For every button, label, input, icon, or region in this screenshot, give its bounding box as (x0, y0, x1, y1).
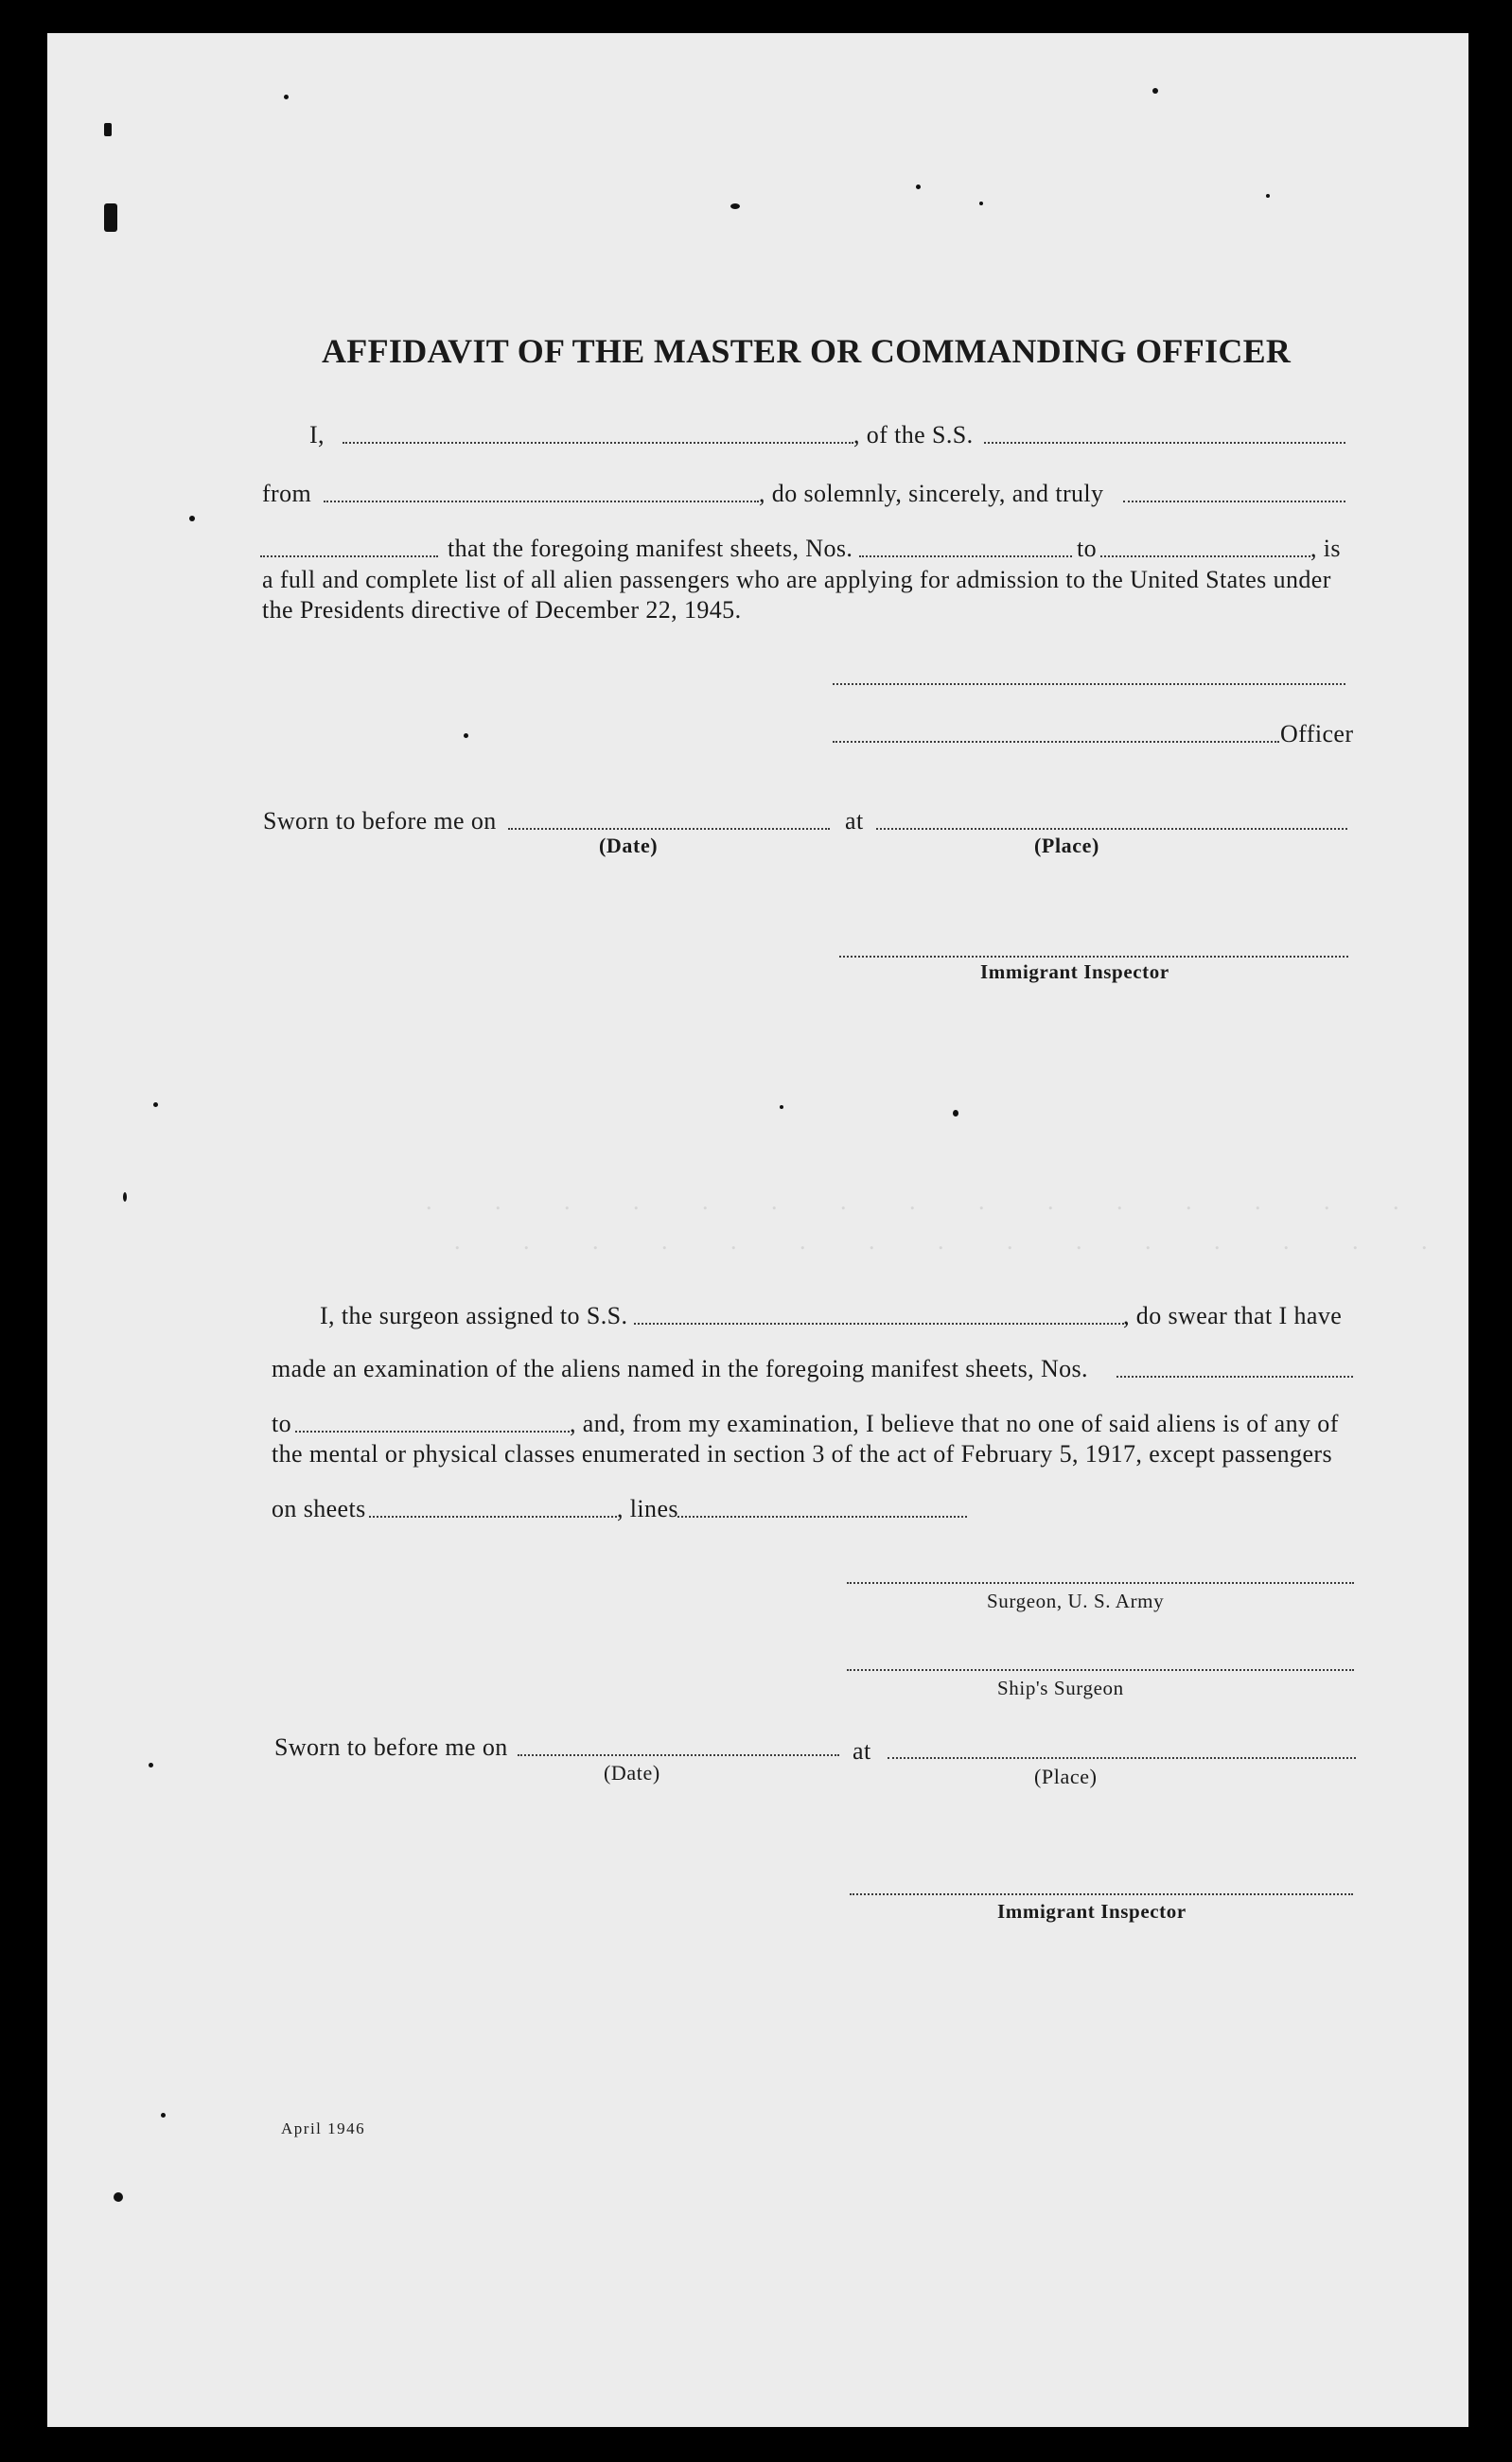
officer-signature-line2[interactable] (833, 741, 1279, 743)
surgeon-manifest-from-field[interactable] (1116, 1376, 1353, 1378)
surgeon-line1-end: , do swear that I have (1123, 1302, 1343, 1329)
master-line2-mid: , do solemnly, sincerely, and truly (759, 480, 1104, 507)
scan-speck (104, 203, 117, 232)
scan-speck (123, 1192, 127, 1202)
oath-type-cont-field[interactable] (260, 555, 438, 557)
master-line3-mid: that the foregoing manifest sheets, Nos. (448, 535, 853, 562)
scan-speck (464, 733, 468, 738)
scan-speck (1152, 88, 1158, 94)
surgeon-line5-prefix: on sheets (272, 1495, 366, 1522)
scan-speck (916, 185, 921, 189)
master-line3-end: , is (1310, 535, 1341, 562)
bleed-through-marks: . . . . . . . . . . . . . . . (426, 1187, 1428, 1215)
ship-surgeon-caption: Ship's Surgeon (997, 1677, 1124, 1699)
manifest-from-field[interactable] (859, 555, 1072, 557)
surgeon-ship-field[interactable] (634, 1323, 1128, 1325)
document-page (47, 33, 1468, 2427)
master-sworn-at: at (845, 807, 864, 835)
surgeon-inspector-caption: Immigrant Inspector (997, 1900, 1187, 1923)
scan-speck (284, 95, 289, 99)
surgeon-line3-mid: , and, from my examination, I believe that no one of said aliens is of any of (570, 1410, 1339, 1437)
officer-signature-line1[interactable] (833, 683, 1345, 685)
officer-label: Officer (1280, 720, 1354, 747)
army-surgeon-signature[interactable] (847, 1582, 1354, 1584)
document-title: AFFIDAVIT OF THE MASTER OR COMMANDING OFFICER (322, 332, 1292, 370)
surgeon-sworn-place-field[interactable] (888, 1757, 1356, 1759)
surgeon-manifest-to-field[interactable] (295, 1431, 570, 1433)
oath-type-field[interactable] (1123, 501, 1345, 502)
master-line5: the Presidents directive of December 22, 1945. (262, 596, 742, 624)
surgeon-line3-prefix: to (272, 1410, 292, 1437)
master-inspector-signature[interactable] (839, 956, 1348, 958)
scan-speck (1266, 194, 1270, 198)
surgeon-sworn-at: at (853, 1737, 871, 1765)
scan-speck (153, 1102, 158, 1107)
master-inspector-caption: Immigrant Inspector (980, 960, 1169, 983)
scan-speck (161, 2113, 166, 2118)
master-sworn-date-field[interactable] (508, 828, 830, 830)
surgeon-inspector-signature[interactable] (850, 1893, 1353, 1895)
excepted-lines-field[interactable] (677, 1516, 967, 1518)
master-line4: a full and complete list of all alien passengers who are applying for admission to the United States under (262, 566, 1331, 593)
surgeon-line4: the mental or physical classes enumerated in section 3 of the act of February 5, 1917, except passengers (272, 1440, 1332, 1468)
form-revision-date: April 1946 (281, 2119, 366, 2137)
ship-surgeon-signature[interactable] (847, 1669, 1354, 1671)
surgeon-date-caption: (Date) (604, 1761, 660, 1785)
surgeon-line1-prefix: I, the surgeon assigned to S.S. (320, 1302, 628, 1329)
master-line3-to: to (1077, 535, 1098, 562)
scan-speck (114, 2192, 123, 2202)
master-sworn-place-field[interactable] (876, 828, 1347, 830)
scan-speck (104, 123, 112, 136)
army-surgeon-caption: Surgeon, U. S. Army (987, 1590, 1165, 1612)
scan-speck (979, 202, 983, 205)
master-line2-prefix: from (262, 480, 312, 507)
scan-speck (780, 1105, 783, 1109)
master-sworn-prefix: Sworn to before me on (263, 807, 497, 835)
surgeon-place-caption: (Place) (1034, 1765, 1098, 1788)
bleed-through-marks-2: . . . . . . . . . . . . . . . (454, 1227, 1456, 1255)
from-port-field[interactable] (324, 501, 759, 502)
scan-speck (953, 1110, 958, 1117)
scan-speck (149, 1763, 153, 1767)
surgeon-sworn-prefix: Sworn to before me on (274, 1733, 508, 1761)
excepted-sheets-field[interactable] (369, 1516, 617, 1518)
master-line1-prefix: I, (309, 421, 325, 448)
surgeon-line5-mid: , lines (617, 1495, 678, 1522)
manifest-to-field[interactable] (1100, 555, 1310, 557)
scan-speck (730, 203, 740, 209)
ship-name-field[interactable] (984, 442, 1345, 444)
master-date-caption: (Date) (599, 834, 659, 857)
master-name-field[interactable] (343, 442, 853, 444)
scan-speck (189, 516, 195, 521)
master-line1-mid: , of the S.S. (853, 421, 974, 448)
surgeon-sworn-date-field[interactable] (518, 1754, 839, 1756)
master-place-caption: (Place) (1034, 834, 1099, 857)
surgeon-line2: made an examination of the aliens named in the foregoing manifest sheets, Nos. (272, 1355, 1088, 1382)
